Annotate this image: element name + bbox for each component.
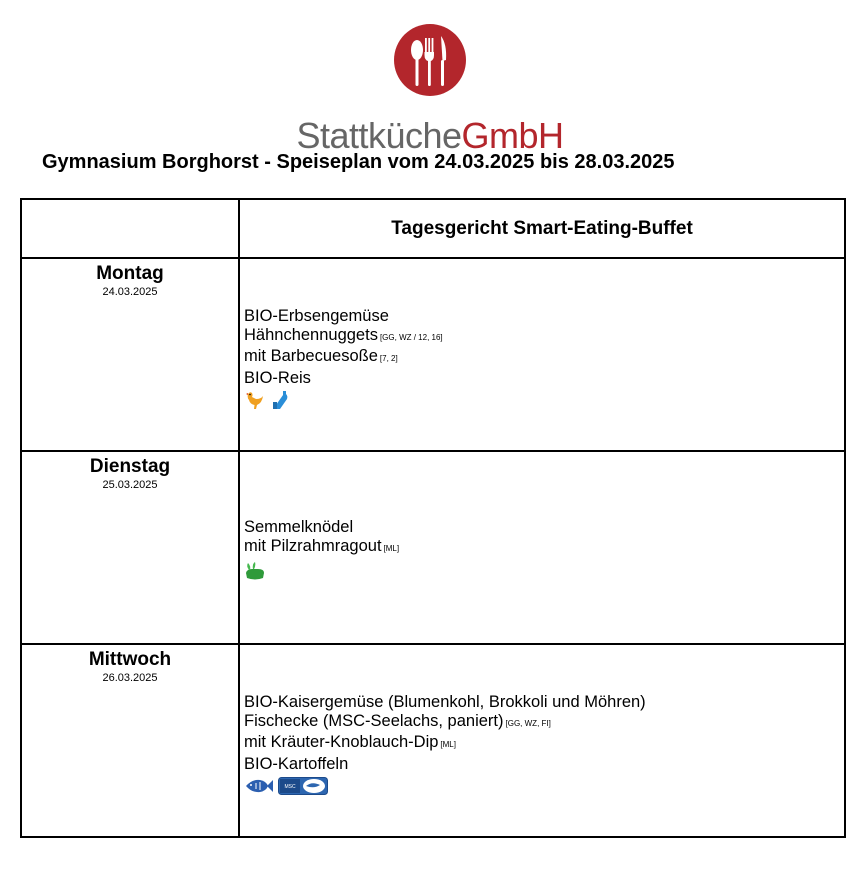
day-name: Mittwoch — [88, 649, 172, 670]
dish-icons — [244, 560, 399, 582]
dish-text: BIO-Kaisergemüse (Blumenkohl, Brokkoli und Möhren) — [244, 693, 646, 711]
cutlery-logo-icon — [394, 24, 466, 96]
day-date: 24.03.2025 — [102, 286, 158, 298]
dish-line — [244, 537, 399, 559]
dish-line — [244, 693, 646, 712]
dish-icons — [244, 775, 646, 797]
dish-line — [244, 518, 399, 537]
msc-label-icon — [278, 777, 328, 795]
dish-line — [244, 347, 443, 369]
table-header-row — [21, 199, 845, 258]
fish-icon — [244, 777, 274, 795]
dish-cell — [239, 644, 845, 837]
dish-text: mit Barbecuesoße — [244, 347, 378, 365]
brand-primary: Stattküche — [296, 115, 462, 156]
dish-text: BIO-Reis — [244, 368, 311, 387]
dish-line — [244, 326, 443, 348]
day-cell — [21, 451, 239, 644]
dish-text: Semmelknödel — [244, 518, 354, 536]
dish-text: Hähnchennuggets — [244, 325, 378, 344]
allergen-code: [GG, WZ, FI] — [505, 718, 551, 728]
dish-line — [244, 755, 646, 774]
dish-text: mit Pilzrahmragout — [244, 536, 382, 555]
allergen-code: [GG, WZ / 12, 16] — [379, 332, 443, 342]
day-name: Dienstag — [89, 456, 171, 477]
dish-text: mit Kräuter-Knoblauch-Dip — [244, 733, 439, 751]
day-name: Montag — [96, 263, 164, 284]
table-row — [21, 451, 845, 644]
allergen-code: [ML] — [440, 740, 456, 749]
dish-line — [244, 307, 443, 326]
table-row — [21, 258, 845, 451]
dish-line — [244, 369, 443, 388]
dish-text: Fischecke (MSC-Seelachs, paniert) — [244, 711, 504, 730]
allergen-code: [7, 2] — [379, 354, 398, 363]
dish-text: BIO-Erbsengemüse — [244, 307, 389, 325]
dish-line — [244, 733, 646, 755]
dish-text: BIO-Kartoffeln — [244, 754, 349, 773]
day-cell — [21, 258, 239, 451]
day-date: 25.03.2025 — [102, 479, 158, 491]
logo — [0, 20, 860, 156]
dish-icons — [244, 389, 443, 411]
menu-table — [20, 198, 846, 838]
svg-text:MSC: MSC — [284, 784, 296, 790]
drink-bottle-icon — [270, 390, 292, 410]
day-date: 26.03.2025 — [102, 672, 158, 684]
brand-secondary: GmbH — [461, 115, 564, 156]
column-header: Tagesgericht Smart-Eating-Buffet — [239, 199, 845, 258]
dish-line — [244, 712, 646, 734]
chicken-icon — [244, 390, 266, 410]
header-empty-cell — [21, 199, 239, 258]
dish-cell — [239, 258, 845, 451]
table-row — [21, 644, 845, 837]
dish-cell — [239, 451, 845, 644]
allergen-code: [ML] — [383, 543, 400, 553]
day-cell — [21, 644, 239, 837]
vegetarian-icon — [244, 561, 266, 581]
page-title: Gymnasium Borghorst - Speiseplan vom 24.03.2025 bis 28.03.2025 — [42, 151, 675, 173]
